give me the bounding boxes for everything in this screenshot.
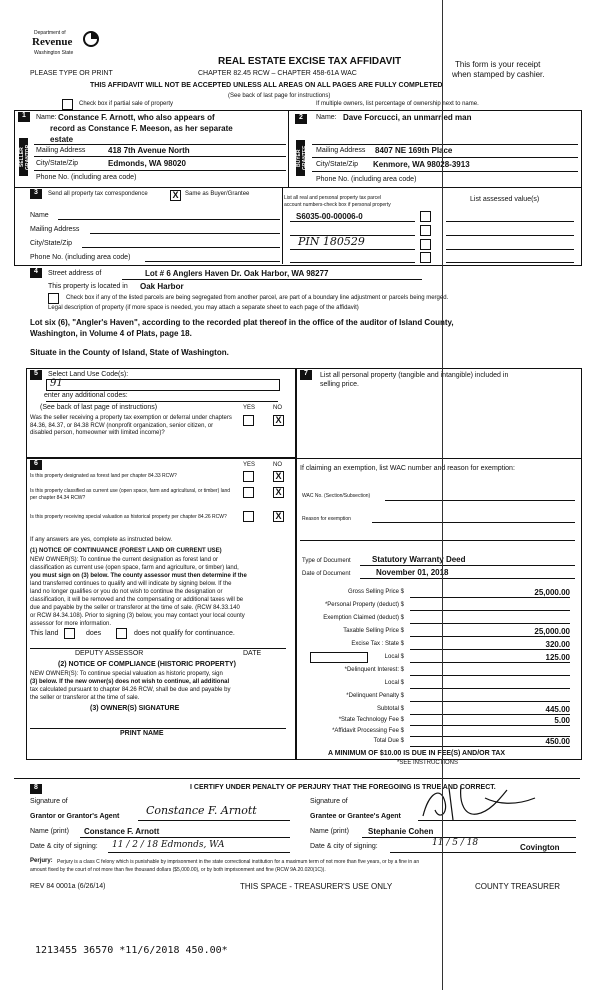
local-rate-box[interactable] bbox=[310, 652, 368, 663]
logo-dept-line2: Revenue bbox=[32, 36, 73, 48]
located-label: This property is located in bbox=[48, 283, 128, 290]
form-title: REAL ESTATE EXCISE TAX AFFIDAVIT bbox=[218, 56, 402, 67]
current-use-no-checkbox[interactable]: X bbox=[273, 487, 284, 498]
notice2-line: NEW OWNER(S): To continue special valuation as historic property, sign bbox=[30, 671, 223, 677]
s3-address-label: Mailing Address bbox=[30, 226, 80, 233]
seller-name-line2: record as Constance F. Meeson, as her separate bbox=[50, 124, 233, 133]
section-8-number: 8 bbox=[30, 784, 42, 794]
revenue-logo bbox=[18, 30, 108, 64]
buyer-side-label: BUYER GRANTEE bbox=[296, 140, 305, 176]
please-type: PLEASE TYPE OR PRINT bbox=[30, 70, 113, 77]
current-use-yes-checkbox[interactable] bbox=[243, 487, 254, 498]
tax-row-label: Taxable Selling Price $ bbox=[343, 628, 404, 634]
wac-label: WAC No. (Section/Subsection) bbox=[302, 493, 371, 499]
print-name-label: PRINT NAME bbox=[120, 730, 164, 737]
s5-yes-header: YES bbox=[243, 405, 256, 411]
section-1-number: 1 bbox=[18, 112, 30, 122]
land-use-label: Select Land Use Code(s): bbox=[48, 371, 129, 378]
s3-phone-label: Phone No. (including area code) bbox=[30, 254, 131, 261]
seller-address: 418 7th Avenue North bbox=[108, 146, 190, 155]
doc-type: Statutory Warranty Deed bbox=[372, 555, 466, 564]
doc-type-label: Type of Document bbox=[302, 558, 351, 564]
notice2-line: tax calculated pursuant to chapter 84.26 RCW, shall be due and payable by bbox=[30, 687, 231, 693]
tax-row-value: 125.00 bbox=[545, 653, 570, 662]
grantor-signature-of: Signature of bbox=[30, 798, 68, 805]
s6-yes-header: YES bbox=[243, 462, 256, 468]
historic-yes-checkbox[interactable] bbox=[243, 511, 254, 522]
seller-side-label: SELLER GRANTOR bbox=[19, 138, 28, 176]
tax-calculation-table bbox=[298, 586, 580, 746]
legal-line-1: Lot six (6), "Angler's Haven", according to the recorded plat thereof in the office of the auditor of Island County, bbox=[30, 318, 454, 327]
notice1-line: or RCW 84.34.108). Prior to signing (3) below, you may contact your local county bbox=[30, 613, 245, 619]
notice1-line: you must sign on (3) below. The county assessor must then determine if the bbox=[30, 573, 247, 579]
form-warning: THIS AFFIDAVIT WILL NOT BE ACCEPTED UNLESS ALL AREAS ON ALL PAGES ARE FULLY COMPLETED bbox=[90, 82, 443, 89]
tax-row-label: *Delinquent Interest: $ bbox=[344, 667, 404, 673]
perjury-text-2: amount fixed by the court of not more than five thousand dollars ($5,000.00), or by both imprisonment and fine (RCW 9A.20.020(1C)). bbox=[30, 867, 326, 873]
section-2-number: 2 bbox=[295, 114, 307, 124]
section-3-number: 3 bbox=[30, 189, 42, 199]
grantee-date-city-label: Date & city of signing: bbox=[310, 843, 378, 850]
buyer-name: Dave Forcucci, an unmarried man bbox=[343, 113, 472, 122]
perjury-text-1: Perjury is a class C felony which is punishable by imprisonment in the state correctional institution for a maximum term of not more than five years, or by a fine in an bbox=[57, 859, 420, 865]
doc-date-label: Date of Document bbox=[302, 571, 351, 577]
tax-row-label: *Affidavit Processing Fee $ bbox=[332, 728, 404, 734]
perjury-label: Perjury: bbox=[30, 858, 53, 864]
notice1-line: classification, it will be removed and the compensating or additional taxes will be bbox=[30, 597, 244, 603]
minimum-fee-note: A MINIMUM OF $10.00 IS DUE IN FEE(S) AND/OR TAX bbox=[328, 750, 506, 757]
forest-land-question: Is this property designated as forest land per chapter 84.33 RCW? bbox=[30, 473, 177, 479]
buyer-address: 8407 NE 169th Place bbox=[375, 146, 453, 155]
notice-compliance-text bbox=[30, 670, 292, 702]
notice-continuance-title: (1) NOTICE OF CONTINUANCE (FOREST LAND OR CURRENT USE) bbox=[30, 548, 222, 554]
historic-no-checkbox[interactable]: X bbox=[273, 511, 284, 522]
additional-codes-label: enter any additional codes: bbox=[44, 392, 128, 399]
parcel-1: S6035-00-00006-0 bbox=[296, 212, 363, 221]
tax-row-value: 320.00 bbox=[545, 640, 570, 649]
parcel-1-personal-checkbox[interactable] bbox=[420, 211, 431, 222]
grantee-city: Covington bbox=[520, 843, 560, 852]
s6-no-header: NO bbox=[273, 462, 282, 468]
section-6-number: 6 bbox=[30, 460, 42, 470]
see-instructions-note: *SEE INSTRUCTIONS bbox=[397, 760, 459, 766]
send-correspondence-label: Send all property tax correspondence bbox=[48, 191, 148, 197]
tax-row-label: Excise Tax : State $ bbox=[351, 641, 404, 647]
tax-row-label: Exemption Claimed (deduct) $ bbox=[323, 615, 404, 621]
receipt-note-1: This form is your receipt bbox=[455, 60, 541, 69]
seller-city-label: City/State/Zip bbox=[36, 160, 79, 167]
grantee-name-print-label: Name (print) bbox=[310, 828, 349, 835]
notice1-line: assessor for more information. bbox=[30, 621, 112, 627]
tax-row-label: Subtotal $ bbox=[376, 706, 404, 712]
notice1-line: classification as current use (open space, farm and agriculture, or timber) land, bbox=[30, 565, 239, 571]
form-subtitle: CHAPTER 82.45 RCW – CHAPTER 458-61A WAC bbox=[198, 70, 357, 77]
land-use-input[interactable] bbox=[46, 379, 280, 391]
seller-address-label: Mailing Address bbox=[36, 147, 86, 154]
tax-row-label: *Delinquent Penalty $ bbox=[346, 693, 404, 699]
section-4-number: 4 bbox=[30, 268, 42, 278]
certify-statement: I CERTIFY UNDER PENALTY OF PERJURY THAT THE FOREGOING IS TRUE AND CORRECT. bbox=[190, 784, 496, 791]
does-label: does bbox=[86, 630, 102, 637]
logo-dept-line1: Department of bbox=[34, 30, 66, 36]
parcel-4-personal-checkbox[interactable] bbox=[420, 252, 431, 263]
any-yes-note: If any answers are yes, complete as instructed below. bbox=[30, 537, 173, 543]
grantee-date: 11 / 5 / 18 bbox=[432, 838, 479, 848]
tax-row-label: Total Due $ bbox=[373, 738, 404, 744]
receipt-note-2: when stamped by cashier. bbox=[452, 70, 545, 79]
exemption-no-checkbox[interactable]: X bbox=[273, 415, 284, 426]
notice1-line: NEW OWNER(S): To continue the current designation as forest land or bbox=[30, 557, 218, 563]
buyer-city: Kenmore, WA 98028-3913 bbox=[373, 160, 470, 169]
segregation-checkbox[interactable] bbox=[48, 293, 59, 304]
land-does-checkbox[interactable] bbox=[64, 628, 75, 639]
s3-name-label: Name bbox=[30, 212, 49, 219]
notice2-line: (3) below. If the new owner(s) does not wish to continue, all additional bbox=[30, 679, 230, 685]
deputy-assessor-label: DEPUTY ASSESSOR bbox=[75, 650, 144, 657]
land-does-not-checkbox[interactable] bbox=[116, 628, 127, 639]
exemption-claim-label: If claiming an exemption, list WAC number and reason for exemption: bbox=[300, 465, 515, 472]
grantor-signature: Constance F. Arnott bbox=[146, 804, 257, 817]
forest-no-checkbox[interactable]: X bbox=[273, 471, 284, 482]
land-use-code: 91 bbox=[50, 378, 63, 389]
current-use-question: Is this property classified as current use (open space, farm and agricultural, or timber) land per chapter 84.34 RCW? bbox=[30, 488, 231, 501]
grantor-date-city-label: Date & city of signing: bbox=[30, 843, 98, 850]
owner-signature-label: (3) OWNER(S) SIGNATURE bbox=[90, 705, 180, 712]
cashier-stamp: 1213455 36570 *11/6/2018 450.00* bbox=[35, 945, 228, 956]
buyer-city-label: City/State/Zip bbox=[316, 161, 359, 168]
situate-line: Situate in the County of Island, State of Washington. bbox=[30, 348, 229, 357]
tax-row-label: *State Technology Fee $ bbox=[338, 717, 404, 723]
grantee-agent-label: Grantee or Grantee's Agent bbox=[310, 813, 401, 820]
grantee-name-print: Stephanie Cohen bbox=[368, 827, 434, 836]
notice-compliance-title: (2) NOTICE OF COMPLIANCE (HISTORIC PROPERTY) bbox=[58, 661, 236, 668]
multiple-owners-note: If multiple owners, list percentage of ownership next to name. bbox=[316, 101, 479, 107]
legal-line-2: Washington, in Volume 4 of Plats, page 18. bbox=[30, 329, 192, 338]
logo-dept-line3: Washington State bbox=[34, 50, 74, 56]
section-5-number: 5 bbox=[30, 370, 42, 380]
s5-no-header: NO bbox=[273, 405, 282, 411]
tax-row-value: 445.00 bbox=[545, 705, 570, 714]
parcel-2-personal-checkbox[interactable] bbox=[420, 225, 431, 236]
does-not-label: does not qualify for continuance. bbox=[134, 630, 235, 637]
segregation-label: Check box if any of the listed parcels are being segregated from another parcel, are part of a boundary line adjustment or parcels being merged. bbox=[66, 295, 449, 301]
tax-row-value: 25,000.00 bbox=[534, 627, 570, 636]
notice1-line: land transferred continues to qualify and will indicate by signing below. If the bbox=[30, 581, 232, 587]
street-address: Lot # 6 Anglers Haven Dr. Oak Harbor, WA 98277 bbox=[145, 269, 329, 278]
personal-property-label-1: List all personal property (tangible and intangible) included in bbox=[320, 372, 509, 379]
located-city: Oak Harbor bbox=[140, 282, 184, 291]
this-land-label: This land bbox=[30, 630, 59, 637]
assessed-header: List assessed value(s) bbox=[470, 196, 540, 203]
scan-fold-line bbox=[442, 0, 443, 990]
grantee-signature-scribble bbox=[415, 780, 545, 824]
grantor-name-print-label: Name (print) bbox=[30, 828, 69, 835]
notice-continuance-text bbox=[30, 556, 292, 628]
parcel-3-personal-checkbox[interactable] bbox=[420, 239, 431, 250]
grantor-date-city: 11 / 2 / 18 Edmonds, WA bbox=[112, 840, 225, 850]
grantee-signature-of: Signature of bbox=[310, 798, 348, 805]
street-label: Street address of bbox=[48, 270, 102, 277]
seller-name-label: Name: bbox=[36, 114, 57, 121]
forest-yes-checkbox[interactable] bbox=[243, 471, 254, 482]
tax-row-value: 25,000.00 bbox=[534, 588, 570, 597]
personal-property-label-2: selling price. bbox=[320, 381, 359, 388]
see-back-instructions: (See back of last page of instructions) bbox=[40, 404, 158, 411]
parcel-header-1: List all real and personal property tax parcel bbox=[284, 195, 381, 201]
buyer-phone-label: Phone No. (including area code) bbox=[316, 176, 417, 183]
notice1-line: due and payable by the seller or transferor at the time of sale. (RCW 84.33.140 bbox=[30, 605, 240, 611]
seller-city: Edmonds, WA 98020 bbox=[108, 159, 186, 168]
parcel-header-2: account numbers-check box if personal property bbox=[284, 202, 391, 208]
notice2-line: the seller or transferor at the time of sale. bbox=[30, 695, 140, 701]
partial-sale-checkbox[interactable] bbox=[62, 99, 73, 110]
grantor-name-print: Constance F. Arnott bbox=[84, 827, 160, 836]
tax-row-value: 450.00 bbox=[545, 737, 570, 746]
tax-row-label: Local $ bbox=[384, 654, 404, 660]
s3-city-label: City/State/Zip bbox=[30, 240, 73, 247]
buyer-name-label: Name: bbox=[316, 114, 337, 121]
tax-row-label: *Personal Property (deduct) $ bbox=[324, 602, 404, 608]
seller-phone-label: Phone No. (including area code) bbox=[36, 174, 137, 181]
buyer-address-label: Mailing Address bbox=[316, 147, 366, 154]
section-7-number: 7 bbox=[300, 370, 312, 380]
form-number: REV 84 0001a (6/26/14) bbox=[30, 883, 106, 890]
exemption-yes-checkbox[interactable] bbox=[243, 415, 254, 426]
exemption-question: Was the seller receiving a property tax exemption or deferral under chapters 84.36, 84.37, or 84.38 RCW (nonprofit organization, senior citizen, or disabled person, homeowner with limited income)? bbox=[30, 415, 232, 436]
partial-sale-label: Check box if partial sale of property bbox=[79, 101, 174, 107]
reason-label: Reason for exemption bbox=[302, 516, 351, 522]
deputy-date-label: DATE bbox=[243, 650, 262, 657]
same-as-buyer-checkbox[interactable]: X bbox=[170, 190, 181, 201]
tax-row-value: 5.00 bbox=[554, 716, 570, 725]
seller-name-line3: estate bbox=[50, 135, 74, 144]
parcel-2: PIN 180529 bbox=[298, 235, 365, 248]
doc-date: November 01, 2018 bbox=[376, 568, 449, 577]
grantor-agent-label: Grantor or Grantor's Agent bbox=[30, 813, 120, 820]
notice1-line: land no longer qualifies or you do not wish to continue the designation or bbox=[30, 589, 223, 595]
seller-name-line1: Constance F. Arnott, who also appears of bbox=[58, 113, 215, 122]
revenue-emblem-icon bbox=[82, 30, 100, 48]
county-treasurer-label: COUNTY TREASURER bbox=[475, 882, 561, 891]
see-back-note: (See back of last page for instructions) bbox=[228, 93, 331, 99]
tax-row-label: Local $ bbox=[384, 680, 404, 686]
same-as-buyer-label: Same as Buyer/Grantee bbox=[185, 191, 250, 197]
treasurer-only-label: THIS SPACE - TREASURER'S USE ONLY bbox=[240, 882, 393, 891]
historic-question: Is this property receiving special valuation as historical property per chapter 84.26 RCW? bbox=[30, 514, 227, 520]
tax-row-label: Gross Selling Price $ bbox=[347, 589, 404, 595]
legal-description-label: Legal description of property (if more space is needed, you may attach a separate sheet to each page of the affidavit) bbox=[48, 305, 359, 311]
